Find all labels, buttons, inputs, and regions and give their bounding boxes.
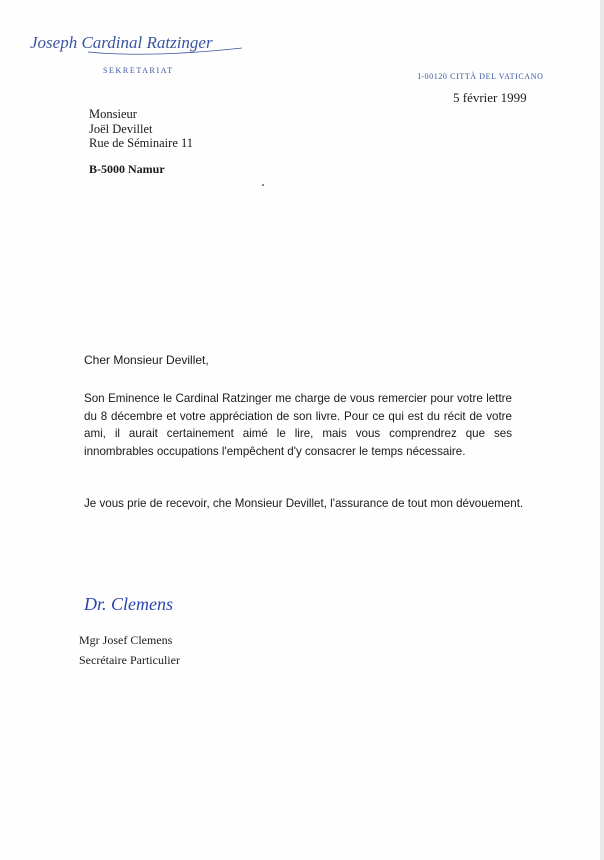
recipient-name: Joël Devillet — [89, 121, 153, 136]
letter-date: 5 février 1999 — [453, 90, 527, 105]
signature-ink: Dr. Clemens — [84, 594, 173, 614]
signatory-role: Secrétaire Particulier — [79, 653, 180, 667]
fold-mark — [262, 184, 264, 186]
letterhead-name-logo — [30, 28, 270, 58]
handwritten-signature — [82, 588, 182, 618]
letterhead-city: I-00120 CITTÀ DEL VATICANO — [418, 72, 544, 81]
recipient-city: B-5000 Namur — [89, 162, 165, 176]
letterhead-department: SEKRETARIAT — [103, 66, 174, 75]
body-paragraph: Son Eminence le Cardinal Ratzinger me charge de vous remercier pour votre lettre du 8 décembre et votre appréciation de son livre. Pour ce qui est du récit de votre ami, il aurait certainement aimé le lire, mais vous comprendrez que ses innombrables occupations l'empêchent d'y consacrer le temps nécessaire. — [84, 392, 512, 458]
salutation: Cher Monsieur Devillet, — [84, 353, 209, 367]
signatory-block — [79, 630, 180, 670]
signatory-name: Mgr Josef Clemens — [79, 633, 173, 647]
recipient-address — [89, 107, 193, 151]
closing-line: Je vous prie de recevoir, che Monsieur Devillet, l'assurance de tout mon dévouement. — [84, 497, 524, 510]
recipient-street: Rue de Séminaire 11 — [89, 136, 194, 150]
page-edge — [600, 0, 604, 860]
recipient-title: Monsieur — [89, 107, 137, 121]
letterhead-name-text: Joseph Cardinal Ratzinger — [30, 33, 213, 52]
